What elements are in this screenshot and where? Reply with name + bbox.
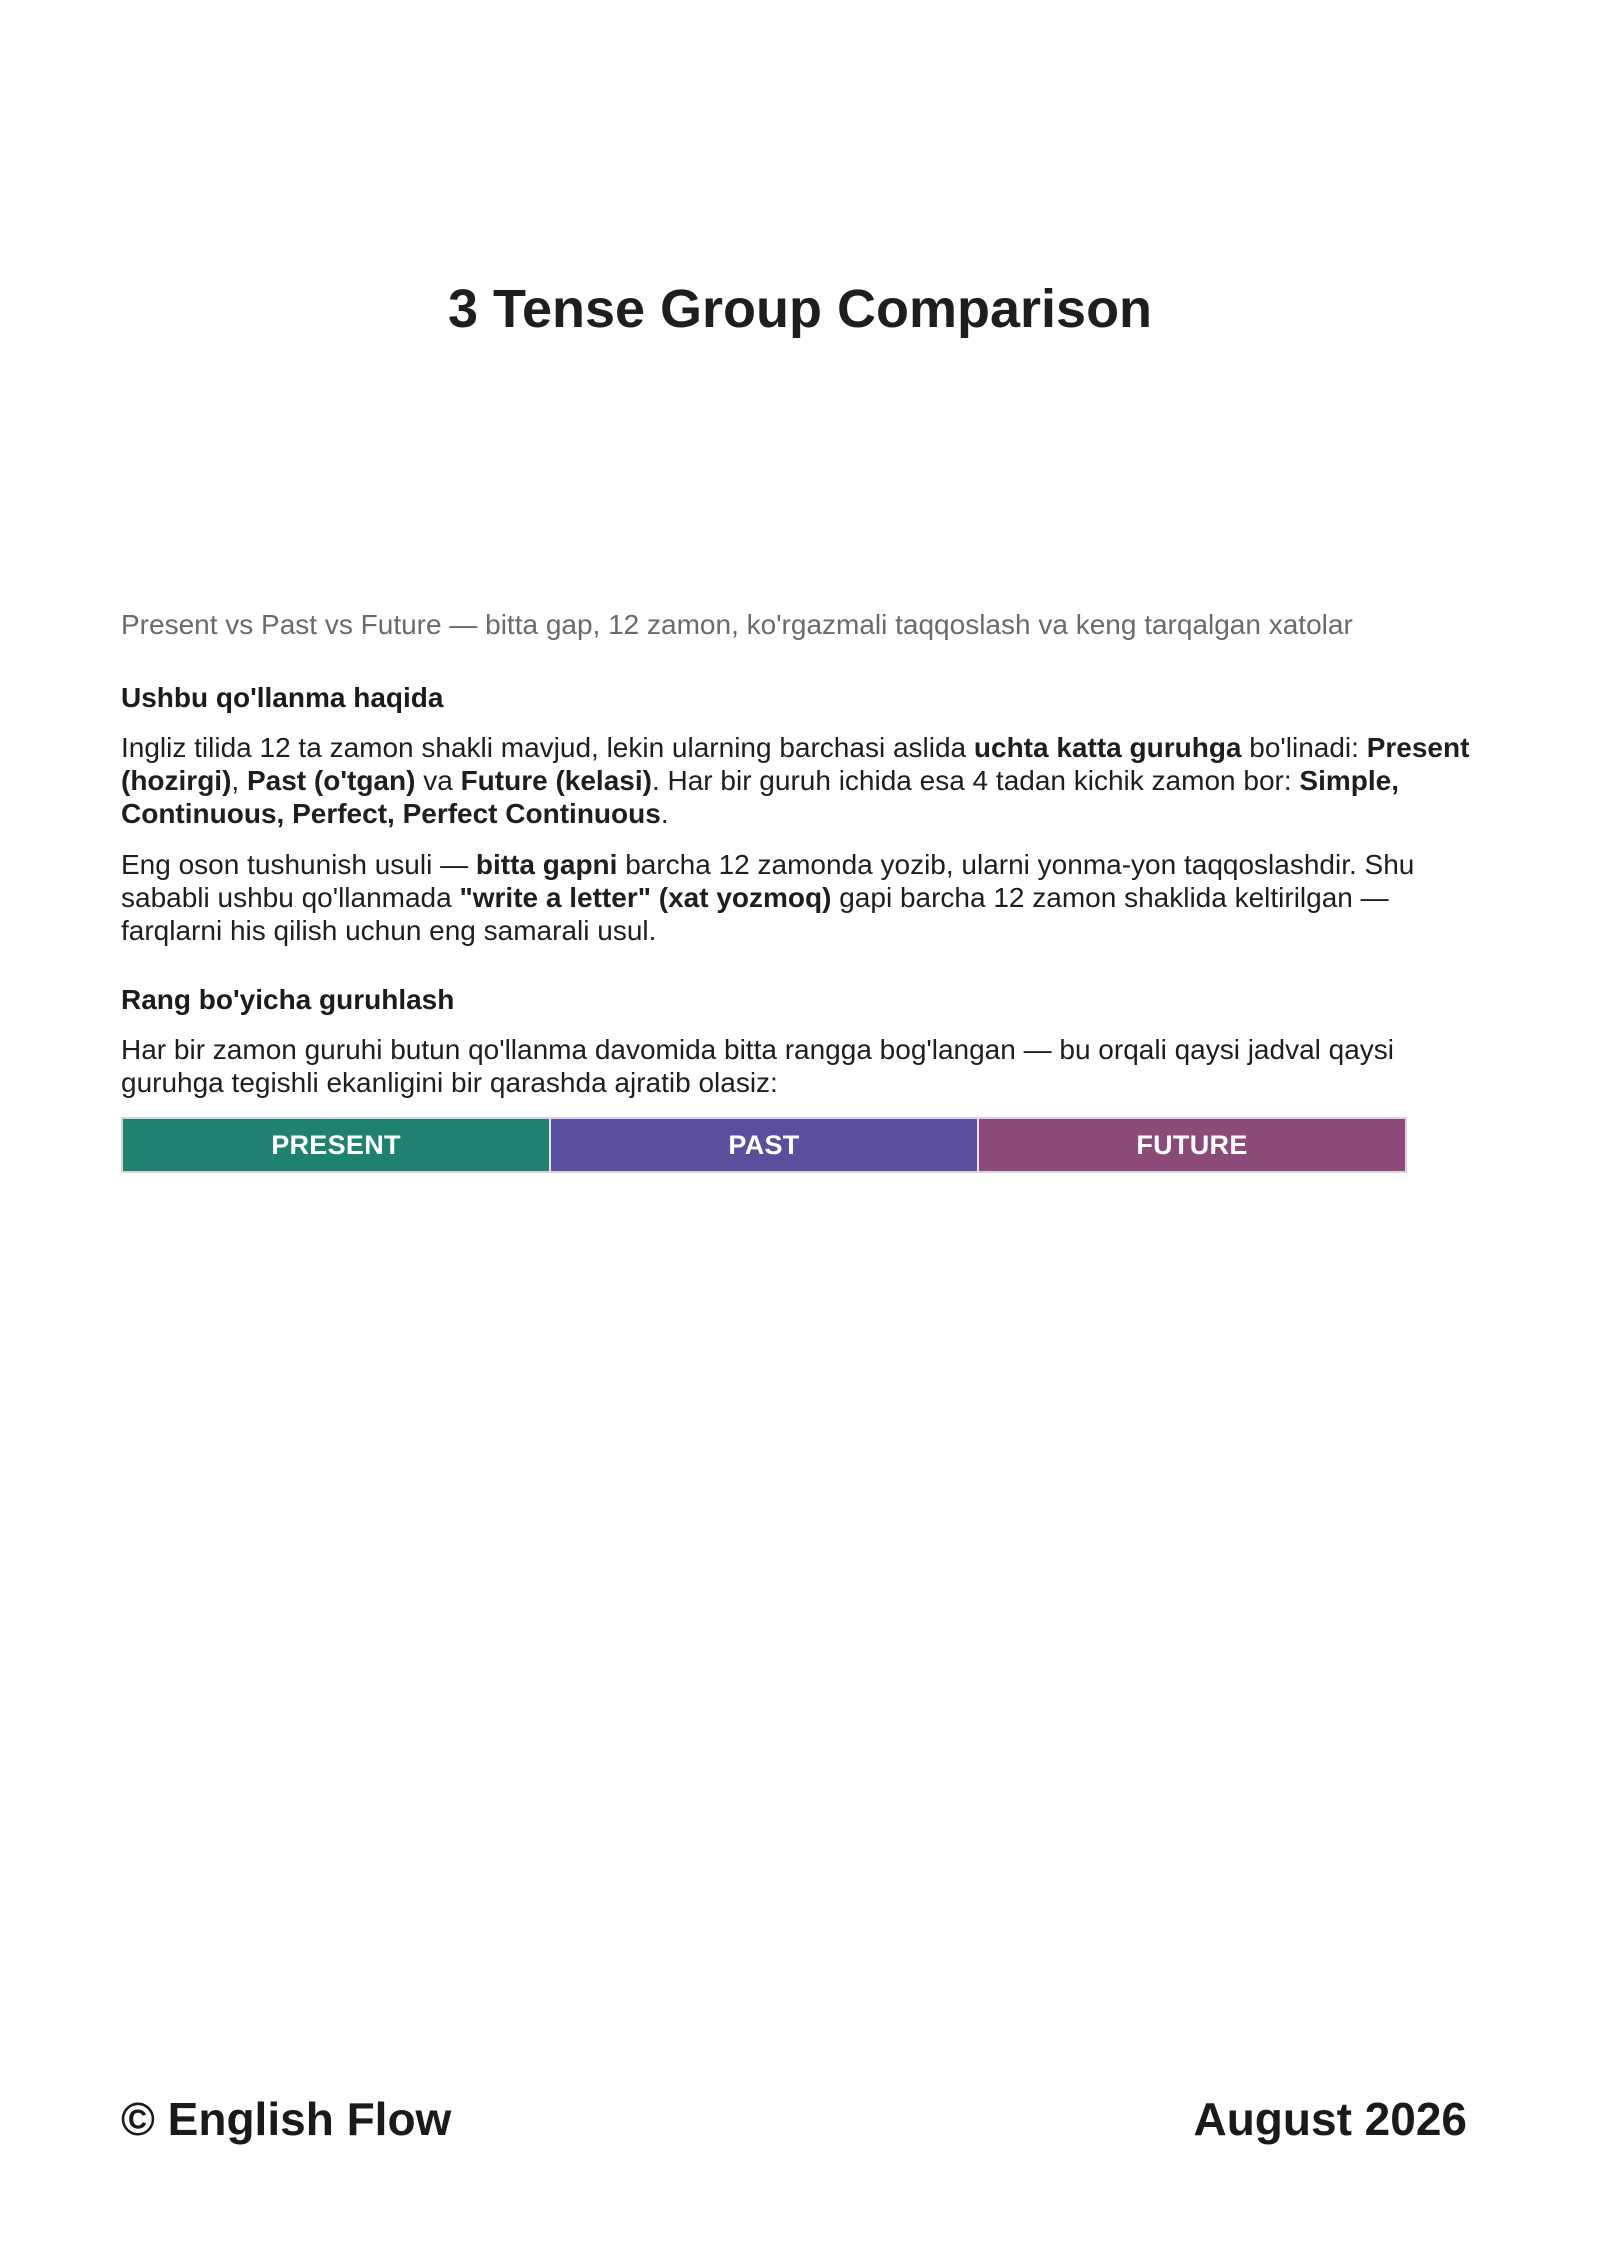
bold-run: bitta gapni [475,849,618,880]
bold-run: "write a letter" (xat yozmoq) [459,882,832,913]
text-run: va [415,765,461,796]
text-run: . [660,798,669,829]
group-present: PRESENT [123,1119,549,1171]
bold-run: Past (o'tgan) [246,765,416,796]
bold-run: Future (kelasi) [460,765,652,796]
text-run: bo'linadi: [1241,732,1367,763]
color-grouping-text: Har bir zamon guruhi butun qo'llanma davomida bitta rangga bog'langan — bu orqali qaysi jadval qaysi guruhga tegishli ekanligini bir qarashda ajratib olasiz: [121,1034,1395,1098]
text-run: gapi barcha 12 zamon shaklida keltirilgan — farqlarni his qilish uchun eng samarali usul. [121,882,1389,946]
text-run: . Har bir guruh ichida esa 4 tadan kichik zamon bor: [651,765,1300,796]
about-paragraph-2 [121,848,1481,947]
footer-copyright: © English Flow [121,2093,452,2145]
color-grouping-heading: Rang bo'yicha guruhlash [121,984,455,1015]
text-run: , [231,765,247,796]
bold-run: Simple, Continuous, Perfect, Perfect Continuous [121,765,1399,829]
page-title: 3 Tense Group Comparison [447,279,1153,339]
text-run: Eng oson tushunish usuli — [121,849,476,880]
group-past: PAST [549,1119,977,1171]
text-run: Ingliz tilida 12 ta zamon shakli mavjud, lekin ularning barchasi aslida [121,732,974,763]
page-subtitle: Present vs Past vs Future — bitta gap, 12 zamon, ko'rgazmali taqqoslash va keng tarqalgan xatolar [121,609,1353,640]
footer-date: August 2026 [1193,2093,1467,2145]
about-paragraph-1 [121,731,1481,830]
tense-group-color-legend [121,1117,1407,1173]
text-run: barcha 12 zamonda yozib, ularni yonma-yon taqqoslashdir. Shu sababli ushbu qo'llanmada [121,849,1415,913]
group-future: FUTURE [977,1119,1405,1171]
bold-run: Present (hozirgi) [121,732,1470,796]
about-heading: Ushbu qo'llanma haqida [121,682,444,713]
bold-run: uchta katta guruhga [973,732,1242,763]
document-body [121,605,1481,1173]
